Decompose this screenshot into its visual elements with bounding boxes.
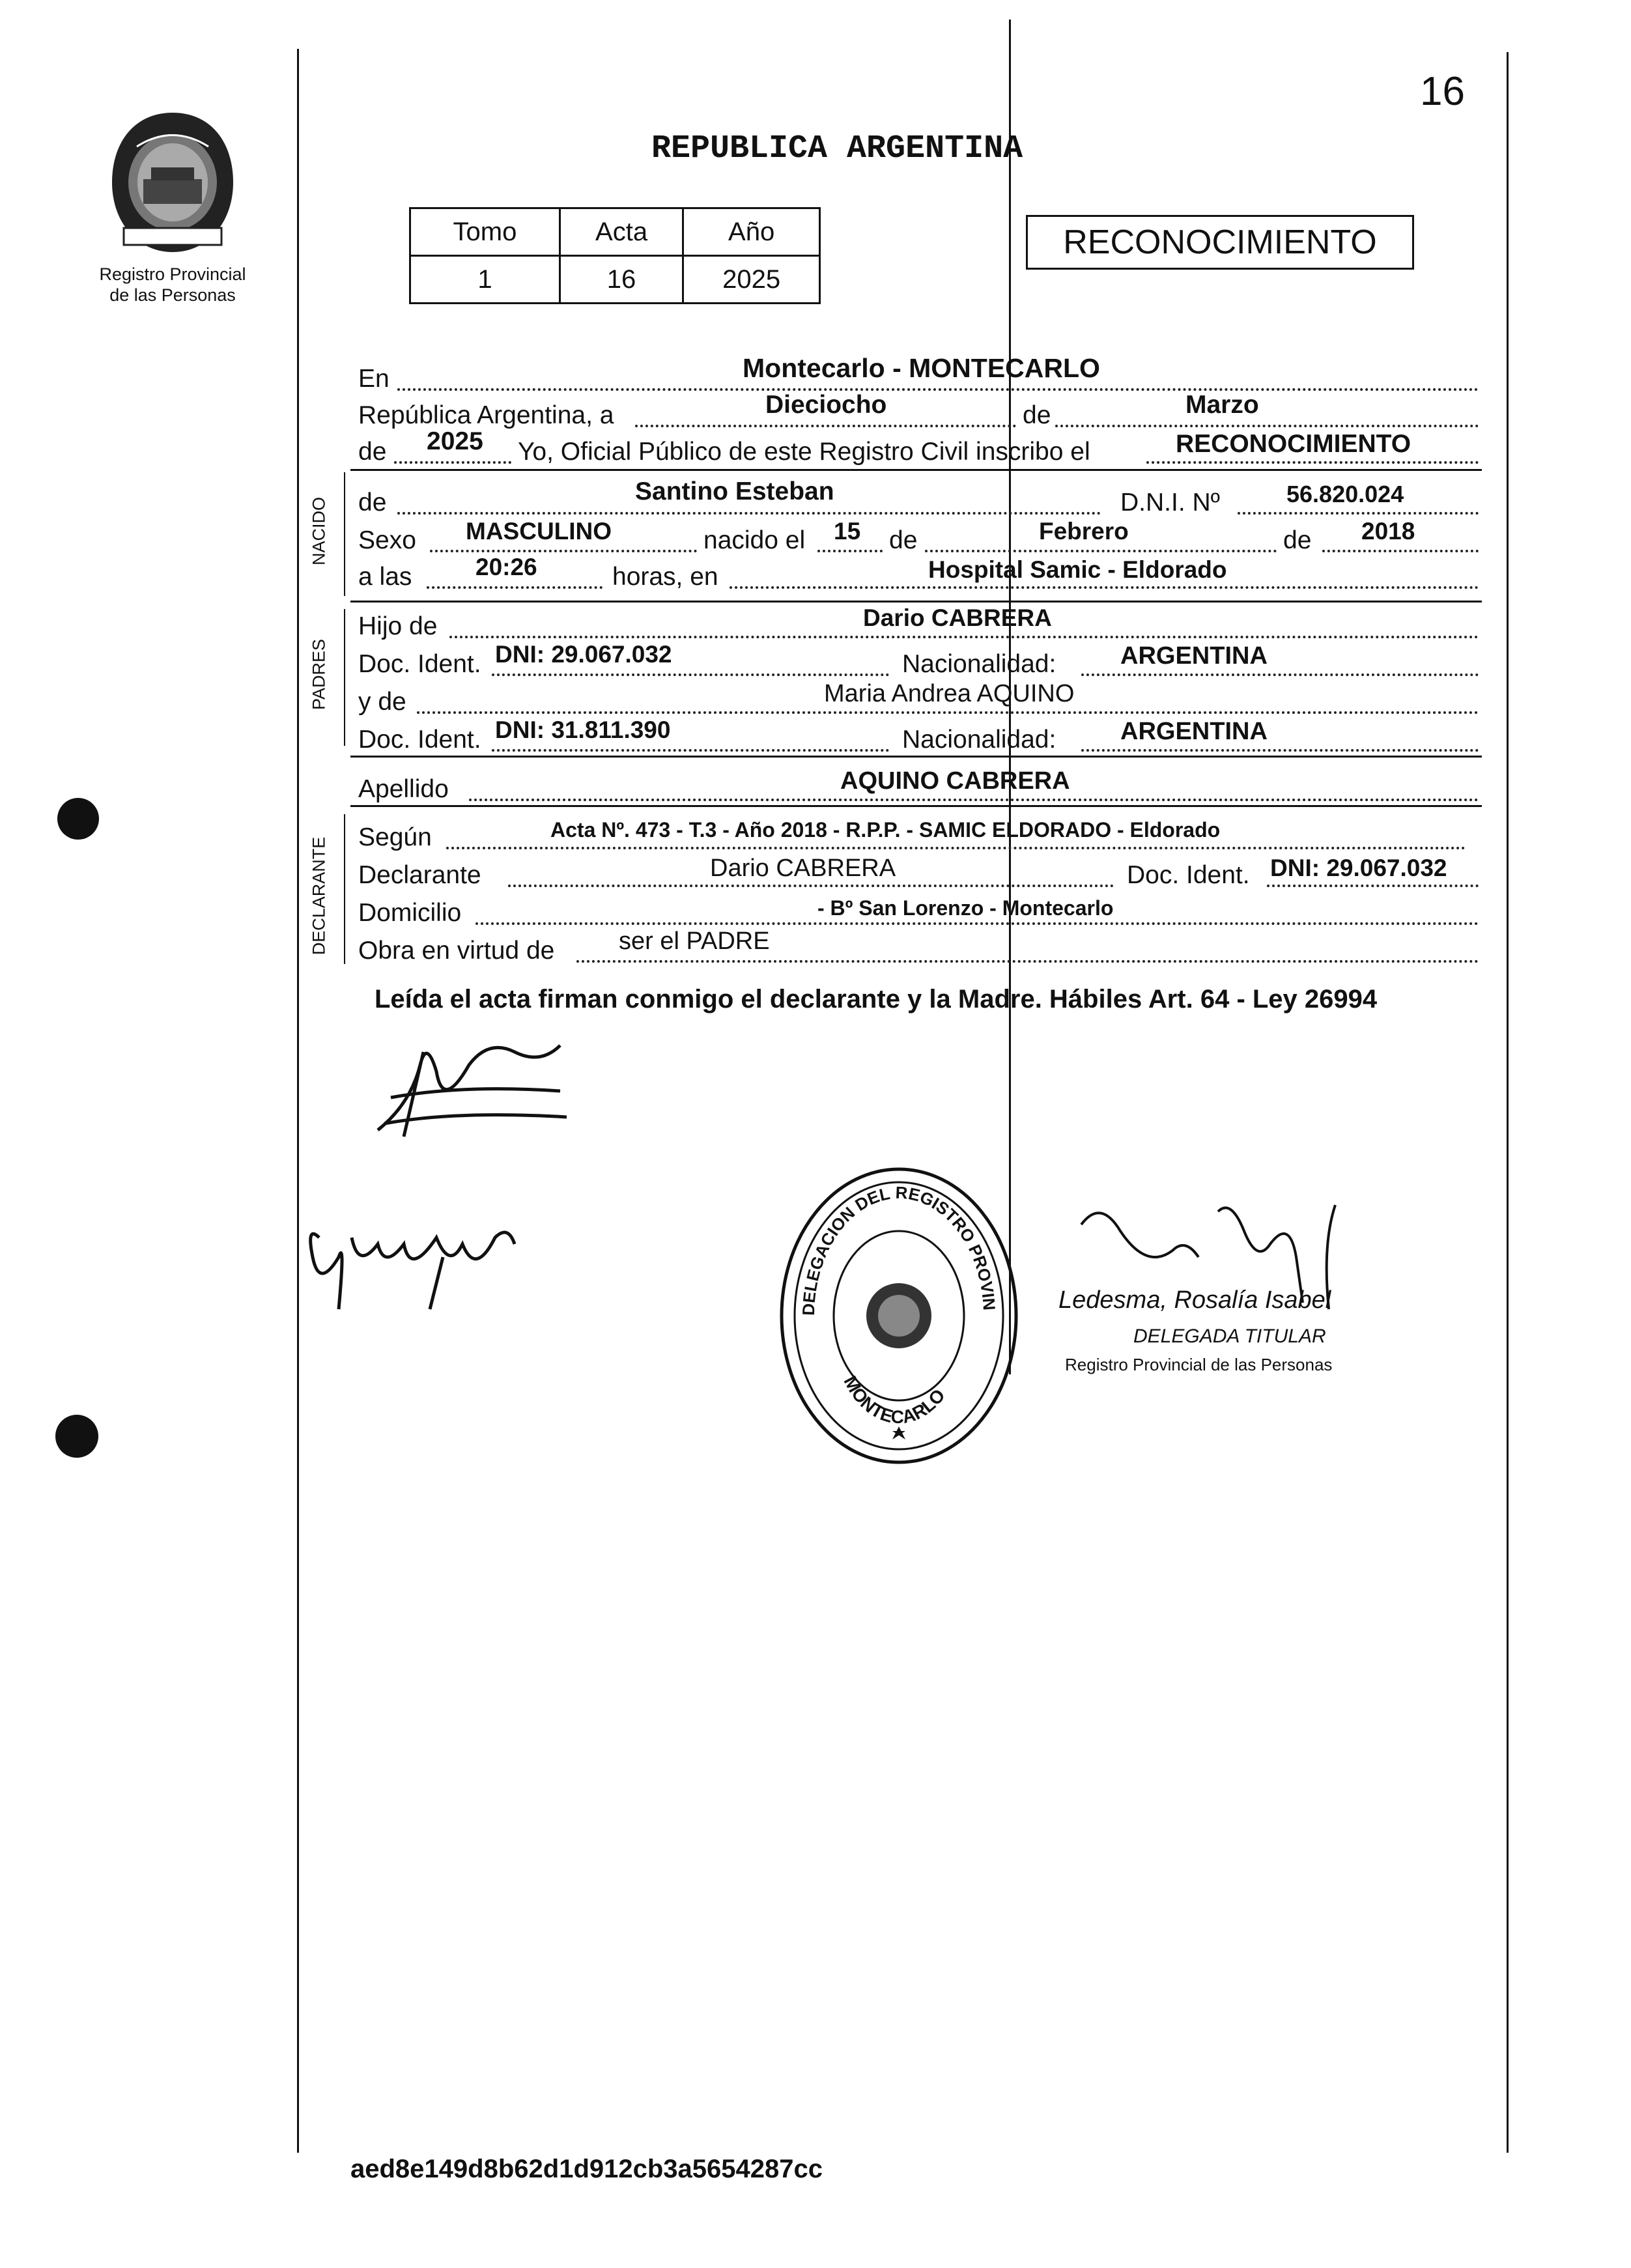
dots-nac-mes	[925, 550, 1277, 552]
official-office: Registro Provincial de las Personas	[1065, 1355, 1333, 1374]
value-declarante-doc: DNI: 29.067.032	[1270, 855, 1447, 881]
label-doc-ident-1: Doc. Ident.	[358, 650, 481, 678]
side-label-nacido: NACIDO	[309, 497, 329, 566]
side-label-padres: PADRES	[309, 638, 329, 711]
dots-madre-nac	[1081, 749, 1479, 752]
declarant-signature	[365, 1026, 573, 1143]
registry-table-values	[410, 256, 820, 304]
col-acta: Acta	[560, 208, 683, 256]
dots-nac-anio	[1322, 550, 1479, 552]
dots-dia	[635, 425, 1016, 427]
label-de-mes: de	[889, 526, 918, 554]
label-dni: D.N.I. Nº	[1120, 489, 1220, 517]
value-apellido: AQUINO CABRERA	[840, 767, 1070, 795]
act-type-box	[1026, 215, 1414, 270]
dots-apellido	[469, 799, 1479, 801]
misiones-shield-icon	[98, 107, 248, 257]
label-de-anio: de	[1283, 526, 1312, 554]
tomo-value: 1	[410, 256, 560, 304]
value-hora: 20:26	[475, 554, 537, 580]
label-nacido-el: nacido el	[703, 526, 806, 554]
official-title: DELEGADA TITULAR	[1133, 1325, 1326, 1347]
logo-caption-line1: Registro Provincial	[99, 264, 246, 284]
dots-declarante-doc	[1267, 885, 1479, 887]
registry-table-header	[410, 208, 820, 256]
dots-segun	[446, 847, 1466, 849]
side-label-declarante: DECLARANTE	[309, 836, 329, 956]
declarante-bracket	[344, 814, 345, 964]
value-nac-mes: Febrero	[1039, 518, 1129, 545]
registry-table	[409, 207, 821, 304]
value-nombre: Santino Esteban	[635, 477, 834, 505]
value-domicilio: - Bº San Lorenzo - Montecarlo	[817, 896, 1114, 920]
label-de-year: de	[358, 438, 387, 466]
closing-text: Leída el acta firman conmigo el declarante y la Madre. Hábiles Art. 64 - Ley 26994	[375, 985, 1378, 1014]
label-horas-en: horas, en	[612, 563, 718, 591]
dots-acto	[1146, 461, 1479, 464]
dots-en	[397, 388, 1479, 391]
label-en: En	[358, 365, 390, 393]
left-margin-line	[297, 49, 299, 2153]
label-segun: Según	[358, 823, 432, 851]
declarant-signature-icon	[365, 1026, 573, 1143]
value-acto: RECONOCIMIENTO	[1176, 430, 1411, 458]
label-apellido: Apellido	[358, 775, 449, 803]
punch-hole-top	[57, 798, 99, 840]
value-madre: Maria Andrea AQUINO	[824, 680, 1075, 707]
acta-value: 16	[560, 256, 683, 304]
delegation-seal	[775, 1163, 1023, 1469]
label-yo-oficial: Yo, Oficial Público de este Registro Civil inscribo el	[518, 438, 1090, 466]
value-mes: Marzo	[1185, 391, 1259, 419]
dots-mes	[1055, 425, 1479, 427]
label-sexo: Sexo	[358, 526, 416, 554]
section-divider-apellido	[350, 756, 1482, 758]
padres-bracket	[344, 609, 345, 746]
right-margin-line	[1507, 52, 1509, 2153]
label-nacionalidad-2: Nacionalidad:	[902, 726, 1057, 754]
label-domicilio: Domicilio	[358, 899, 462, 927]
value-declarante: Dario CABRERA	[710, 855, 896, 882]
dots-domicilio	[475, 922, 1479, 925]
label-doc-ident-2: Doc. Ident.	[358, 726, 481, 754]
col-anio: Año	[683, 208, 820, 256]
dots-lugar-nac	[730, 586, 1479, 589]
page-number: 16	[1420, 69, 1465, 114]
dots-year	[394, 461, 511, 464]
dots-padre	[449, 636, 1479, 638]
mother-signature-icon	[300, 1198, 534, 1322]
section-divider-declarante	[350, 805, 1482, 807]
country-title: REPUBLICA ARGENTINA	[651, 130, 1023, 167]
label-nacionalidad-1: Nacionalidad:	[902, 650, 1057, 678]
registry-logo	[98, 107, 248, 257]
value-segun: Acta Nº. 473 - T.3 - Año 2018 - R.P.P. - SAMIC ELDORADO - Eldorado	[550, 818, 1221, 842]
dots-padre-doc	[492, 673, 889, 676]
official-name: Ledesma, Rosalía Isabel	[1058, 1286, 1331, 1314]
dots-obra	[576, 960, 1479, 963]
label-obra: Obra en virtud de	[358, 937, 555, 965]
label-doc-ident-declarante: Doc. Ident.	[1127, 861, 1250, 889]
label-republica: República Argentina, a	[358, 401, 614, 429]
label-de-month: de	[1023, 401, 1051, 429]
label-de-name: de	[358, 489, 387, 517]
dots-madre	[417, 711, 1479, 714]
value-lugar-nac: Hospital Samic - Eldorado	[928, 556, 1227, 583]
value-madre-nac: ARGENTINA	[1120, 718, 1268, 745]
section-divider-nacido	[350, 469, 1482, 471]
label-a-las: a las	[358, 563, 412, 591]
col-tomo: Tomo	[410, 208, 560, 256]
seal-icon	[775, 1163, 1023, 1469]
act-type: RECONOCIMIENTO	[1063, 223, 1377, 261]
section-divider-padres	[350, 601, 1482, 602]
anio-value: 2025	[683, 256, 820, 304]
value-dni: 56.820.024	[1286, 481, 1404, 507]
dots-hora	[427, 586, 603, 589]
document-hash: aed8e149d8b62d1d912cb3a5654287cc	[350, 2155, 823, 2183]
value-obra: ser el PADRE	[619, 928, 770, 955]
punch-hole-bottom	[55, 1415, 98, 1458]
dots-nac-dia	[817, 550, 883, 552]
seal-top-arc-text: DELEGACION DEL REGISTRO PROVIN	[798, 1182, 1000, 1316]
value-padre-doc: DNI: 29.067.032	[495, 641, 672, 668]
value-padre: Dario CABRERA	[863, 604, 1052, 631]
label-y-de: y de	[358, 688, 406, 716]
mother-signature	[300, 1198, 534, 1322]
logo-caption-line2: de las Personas	[109, 285, 236, 305]
dots-padre-nac	[1081, 673, 1479, 676]
value-madre-doc: DNI: 31.811.390	[495, 716, 671, 743]
label-declarante: Declarante	[358, 861, 481, 889]
dots-sexo	[430, 550, 697, 552]
value-nac-anio: 2018	[1361, 518, 1415, 545]
dots-name	[397, 512, 1101, 515]
seal-city-text: MONTECARLO	[840, 1372, 949, 1428]
logo-caption	[62, 264, 283, 305]
value-sexo: MASCULINO	[466, 518, 612, 545]
value-nac-dia: 15	[834, 518, 861, 545]
value-padre-nac: ARGENTINA	[1120, 642, 1268, 670]
nacido-bracket	[344, 472, 345, 596]
value-lugar: Montecarlo - MONTECARLO	[743, 353, 1100, 383]
value-anio: 2025	[427, 427, 483, 455]
label-hijo-de: Hijo de	[358, 612, 438, 640]
dots-declarante	[508, 885, 1114, 887]
value-dia: Dieciocho	[765, 391, 887, 419]
dots-madre-doc	[492, 749, 889, 752]
dots-dni	[1238, 512, 1479, 515]
